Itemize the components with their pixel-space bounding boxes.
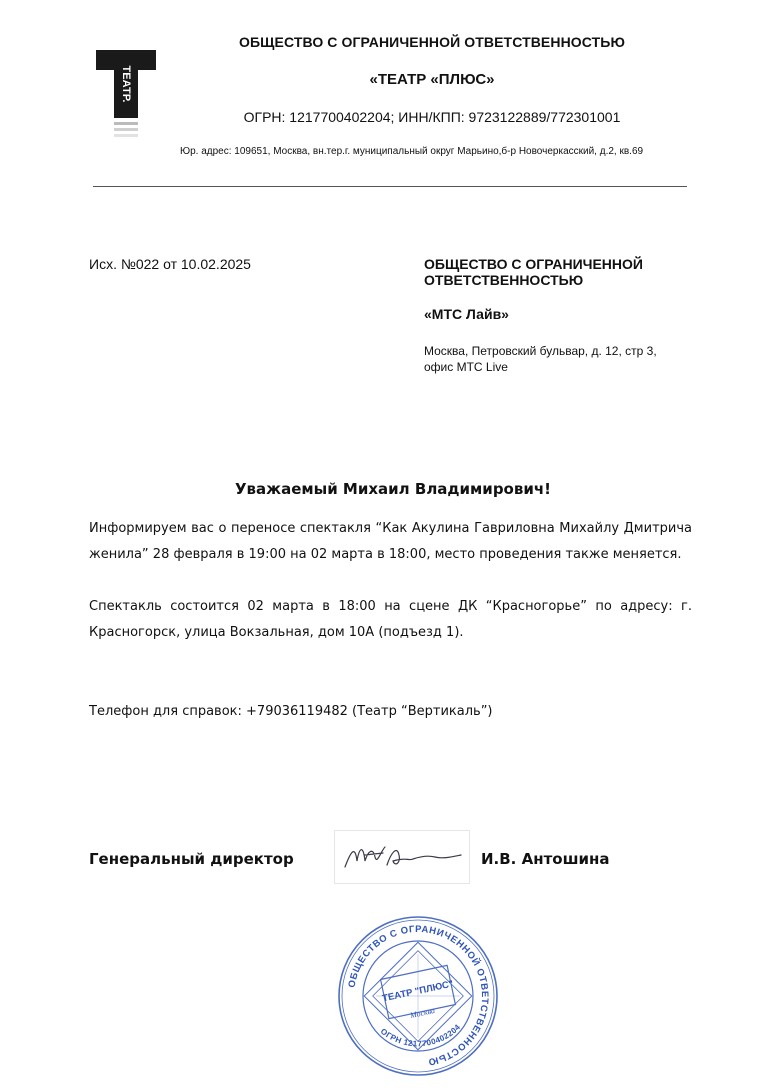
company-seal	[336, 914, 500, 1078]
signatory-name: И.В. Антошина	[481, 850, 610, 868]
recipient-address-line1: Москва, Петровский бульвар, д. 12, стр 3,	[424, 344, 657, 358]
seal-ogrn-text: ОГРН 1217700402204	[378, 1022, 463, 1049]
header-divider	[93, 186, 687, 187]
body-paragraph-1: Информируем вас о переносе спектакля “Как Акулина Гавриловна Михайлу Дмитрича женила” 28 февраля в 19:00 на 02 марта в 18:00, место проведения также меняется.	[89, 521, 692, 562]
phone-line: Телефон для справок: +79036119482 (Театр “Вертикаль”)	[89, 704, 493, 719]
header-ogrn-line: ОГРН: 1217700402204; ИНН/КПП: 9723122889/772301001	[243, 109, 621, 125]
outgoing-reference: Исх. №022 от 10.02.2025	[89, 256, 251, 272]
greeting: Уважаемый Михаил Владимирович!	[234, 480, 552, 498]
seal-center-text: ТЕАТР "ПЛЮС"	[381, 978, 455, 1005]
signature-scribble	[335, 831, 469, 883]
logo-text: ТЕАТР.	[120, 65, 133, 103]
signatory-title: Генеральный директор	[89, 850, 294, 868]
seal-ring-text: ОБЩЕСТВО С ОГРАНИЧЕННОЙ ОТВЕТСТВЕННОСТЬЮ	[346, 923, 491, 1068]
handwritten-signature	[334, 830, 470, 884]
header-legal-address: Юр. адрес: 109651, Москва, вн.тер.г. муниципальный округ Марьино,б-р Новочеркасский, д.2, кв.69	[180, 146, 644, 157]
recipient-org-form: ОБЩЕСТВО С ОГРАНИЧЕННОЙ ОТВЕТСТВЕННОСТЬЮ	[424, 256, 643, 288]
header-org-name: «ТЕАТР «ПЛЮС»	[369, 71, 495, 88]
theatre-logo	[96, 50, 156, 146]
recipient-address-line2: офис МТС Live	[424, 360, 508, 374]
seal-city-text: Москва	[409, 1006, 436, 1021]
recipient-org-name: «МТС Лайв»	[424, 306, 509, 322]
header-org-form: ОБЩЕСТВО С ОГРАНИЧЕННОЙ ОТВЕТСТВЕННОСТЬЮ	[239, 34, 625, 50]
body-paragraph-2: Спектакль состоится 02 марта в 18:00 на сцене ДК “Красногорье” по адресу: г. Красногорск, улица Вокзальная, дом 10А (подъезд 1).	[89, 599, 692, 640]
